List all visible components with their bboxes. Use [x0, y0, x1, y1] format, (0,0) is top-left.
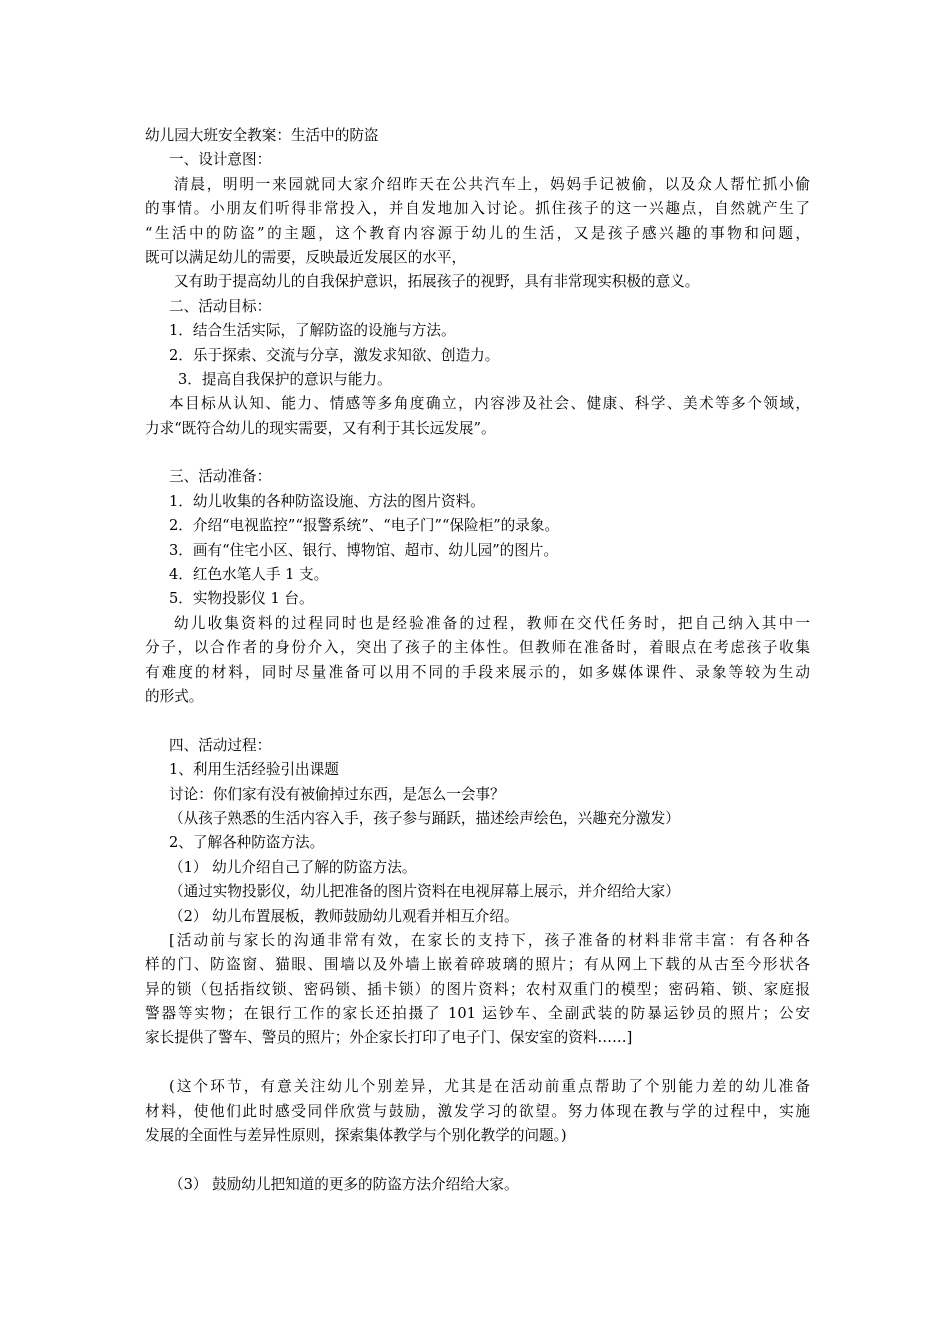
prep-item: 4．红色水笔人手 1 支。	[169, 566, 329, 584]
paragraph-line: 既可以满足幼儿的需要，反映最近发展区的水平，	[145, 248, 467, 266]
blank-line	[145, 1051, 810, 1075]
paragraph-line: 有难度的材料，同时尽量准备可以用不同的手段来展示的，如多媒体课件、录象等较为生动	[145, 663, 810, 681]
paragraph-line: 又有助于提高幼儿的自我保护意识，拓展孩子的视野，具有非常现实积极的意义。	[174, 273, 700, 291]
paragraph-line: 清晨，明明一来园就同大家介绍昨天在公共汽车上，妈妈手记被偷，以及众人帮忙抓小偷	[174, 175, 810, 193]
sub-step: （2） 幼儿布置展板，教师鼓励幼儿观看并相互介绍。	[169, 907, 519, 925]
section-heading-design-intent: 一、设计意图：	[169, 151, 272, 169]
document-title: 幼儿园大班安全教案：生活中的防盗	[145, 127, 379, 144]
section-heading-activity-goals: 二、活动目标：	[169, 297, 272, 315]
paragraph-line: 样的门、防盗窗、猫眼、围墙以及外墙上嵌着碎玻璃的照片；有从网上下载的从古至今形状各	[145, 956, 810, 974]
prep-item: 2．介绍“电视监控”“报警系统”、“电子门”“保险柜”的录象。	[169, 517, 560, 535]
goal-item: 3．提高自我保护的意识与能力。	[178, 370, 392, 388]
step-heading: 2、了解各种防盗方法。	[169, 834, 325, 852]
paragraph-line: 异的锁（包括指纹锁、密码锁、插卡锁）的图片资料；农村双重门的模型；密码箱、锁、家庭报	[145, 980, 810, 998]
sub-step: （1） 幼儿介绍自己了解的防盗方法。	[169, 858, 417, 876]
paragraph-line: 本目标从认知、能力、情感等多角度确立，内容涉及社会、健康、科学、美术等多个领域，	[169, 395, 810, 413]
prep-item: 1．幼儿收集的各种防盗设施、方法的图片资料。	[169, 492, 485, 510]
paragraph-line: 家长提供了警车、警员的照片；外企家长打印了电子门、保安室的资料……]	[145, 1029, 633, 1047]
goal-item: 2．乐于探索、交流与分享，激发求知欲、创造力。	[169, 346, 500, 364]
prep-item: 3．画有“住宅小区、银行、博物馆、超市、幼儿园”的图片。	[169, 541, 559, 559]
paragraph-line: 幼儿收集资料的过程同时也是经验准备的过程，教师在交代任务时，把自己纳入其中一	[174, 614, 810, 632]
goal-item: 1．结合生活实际，了解防盗的设施与方法。	[169, 322, 456, 340]
document-page	[145, 124, 810, 1197]
paragraph-line: 力求“既符合幼儿的现实需要，又有利于其长远发展”。	[145, 419, 496, 437]
paragraph-line: 材料，使他们此时感受同伴欣赏与鼓励，激发学习的欲望。努力体现在教与学的过程中，实施	[145, 1102, 810, 1120]
prep-item: 5．实物投影仪 1 台。	[169, 590, 314, 608]
paragraph-line: 发展的全面性与差异性原则，探索集体教学与个别化教学的问题。)	[145, 1127, 567, 1145]
blank-line	[145, 709, 810, 733]
paragraph-line: 分子，以合作者的身份介入，突出了孩子的主体性。但教师在准备时，着眼点在考虑孩子收集	[145, 639, 810, 657]
paragraph-line: “生活中的防盗”的主题，这个教育内容源于幼儿的生活，又是孩子感兴趣的事物和问题，	[145, 224, 810, 242]
note-line: （通过实物投影仪，幼儿把准备的图片资料在电视屏幕上展示，并介绍给大家）	[169, 883, 680, 901]
section-heading-activity-process: 四、活动过程：	[169, 736, 272, 754]
paragraph-line: (这个环节，有意关注幼儿个别差异，尤其是在活动前重点帮助了个别能力差的幼儿准备	[169, 1078, 810, 1096]
paragraph-line: 的事情。小朋友们听得非常投入，并自发地加入讨论。抓住孩子的这一兴趣点，自然就产生了	[145, 200, 810, 218]
discussion-line: 讨论：你们家有没有被偷掉过东西，是怎么一会事？	[169, 785, 505, 803]
paragraph-line: 警器等实物；在银行工作的家长还拍摄了 101 运钞车、全副武装的防暴运钞员的照片；公安	[145, 1005, 810, 1023]
section-heading-activity-prep: 三、活动准备：	[169, 468, 272, 486]
sub-step: （3） 鼓励幼儿把知道的更多的防盗方法介绍给大家。	[169, 1175, 519, 1193]
note-line: （从孩子熟悉的生活内容入手，孩子参与踊跃，描述绘声绘色，兴趣充分激发）	[169, 809, 680, 827]
paragraph-line: 的形式。	[145, 687, 204, 705]
blank-line	[145, 441, 810, 465]
step-heading: 1、利用生活经验引出课题	[169, 761, 339, 779]
blank-line	[145, 1148, 810, 1172]
paragraph-line: [活动前与家长的沟通非常有效，在家长的支持下，孩子准备的材料非常丰富：有各种各	[169, 931, 810, 949]
